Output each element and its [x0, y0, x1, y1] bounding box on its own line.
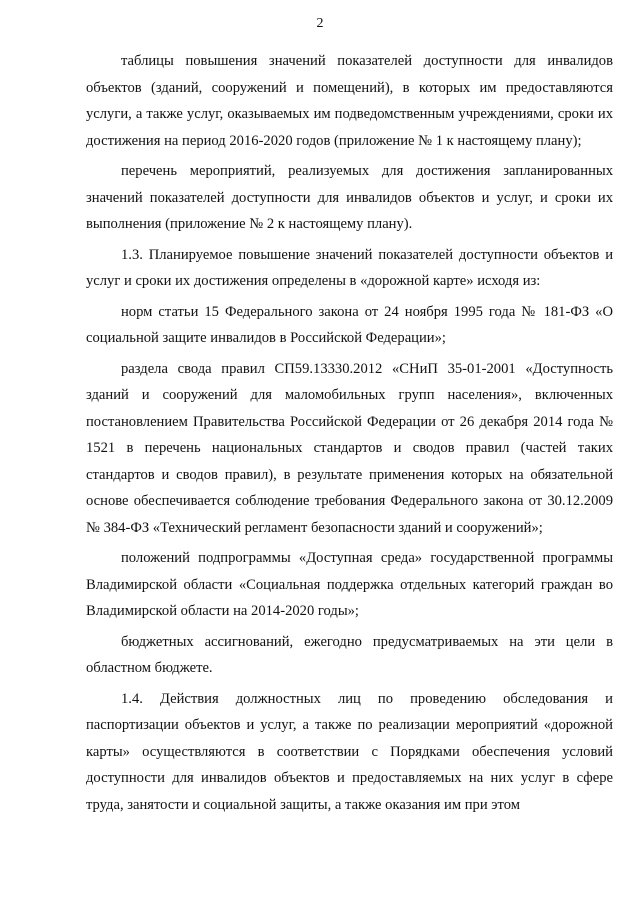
paragraph-building-code: раздела свода правил СП59.13330.2012 «СНиП 35-01-2001 «Доступность зданий и сооружений для маломобильных групп населения», включенных постановлением Правительства Российской Федерации от 26 декабря 2014 года № 1521 в перечень национальных стандартов и сводов правил (частей таких стандартов и сводов правил), в результате применения которых на обязательной основе обеспечивается соблюдение требования Федерального закона от 30.12.2009 № 384-ФЗ «Технический регламент безопасности зданий и сооружений»;: [86, 360, 613, 536]
page-number: 2: [316, 16, 324, 31]
paragraph-budget: бюджетных ассигнований, ежегодно предусматриваемых на эти цели в областном бюджете.: [86, 633, 613, 676]
paragraph-section-1-3: 1.3. Планируемое повышение значений показателей доступности объектов и услуг и сроки их достижения определены в «дорожной карте» исходя из:: [86, 246, 613, 289]
paragraph-section-1-4: 1.4. Действия должностных лиц по проведению обследования и паспортизации объектов и услуг, а также по реализации мероприятий «дорожной карты» осуществляются в соответствии с Порядками обеспечения условий доступности для инвалидов объектов и предоставляемых на них услуг в сфере труда, занятости и социальной защиты, а также оказания им при этом: [86, 690, 613, 813]
paragraph-tables-indicators: таблицы повышения значений показателей доступности для инвалидов объектов (зданий, сооружений и помещений), в которых им предоставляются услуги, а также услуг, оказываемых им подведомственным учреждениями, сроки их достижения на период 2016-2020 годов (приложение № 1 к настоящему плану);: [86, 53, 613, 149]
document-body: [86, 48, 613, 818]
paragraph-federal-law-norms: норм статьи 15 Федерального закона от 24 ноября 1995 года № 181-ФЗ «О социальной защите инвалидов в Российской Федерации»;: [86, 303, 613, 346]
paragraph-subprogram: положений подпрограммы «Доступная среда» государственной программы Владимирской области «Социальная поддержка отдельных категорий граждан во Владимирской области на 2014-2020 годы»;: [86, 550, 613, 619]
paragraph-list-of-measures: перечень мероприятий, реализуемых для достижения запланированных значений показателей доступности для инвалидов объектов и услуг, и сроки их выполнения (приложение № 2 к настоящему плану).: [86, 163, 613, 232]
